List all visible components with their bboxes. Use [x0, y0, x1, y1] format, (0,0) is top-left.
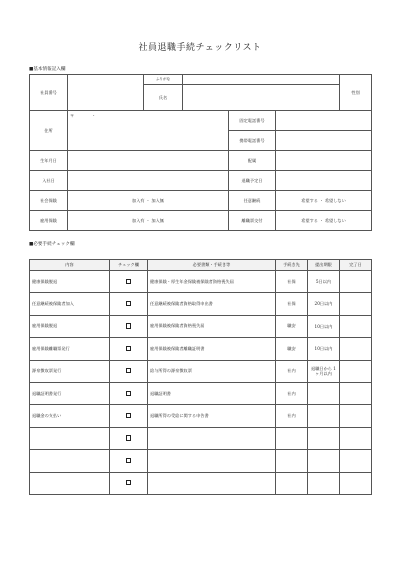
row-content: 退職金の支払い [30, 405, 110, 427]
birth-field[interactable] [68, 151, 229, 171]
row-completion-date[interactable] [340, 382, 372, 404]
row-deadline [308, 450, 340, 472]
checkbox[interactable] [126, 480, 131, 485]
basic-info-table [29, 74, 372, 231]
employee-no-label: 社員番号 [30, 75, 68, 111]
social-insurance-label: 社会保険 [30, 191, 68, 211]
row-content: 退職証明書発行 [30, 382, 110, 404]
separation-slip-label: 離職票交付 [229, 211, 276, 231]
row-documents: 任意継続被保険者資格取得申出書 [148, 293, 276, 315]
checkbox[interactable] [126, 301, 131, 306]
header-content: 内容 [30, 260, 110, 271]
table-row [30, 338, 372, 360]
address-label: 住所 [30, 111, 68, 151]
row-completion-date[interactable] [340, 427, 372, 449]
row-destination: 社保 [276, 271, 308, 293]
row-deadline: 20日以内 [308, 293, 340, 315]
social-insurance-choice[interactable]: 加入有 ・ 加入無 [68, 191, 229, 211]
row-documents [148, 427, 276, 449]
retire-date-label: 退職予定日 [229, 171, 276, 191]
table-row [30, 427, 372, 449]
row-check-cell [110, 427, 148, 449]
row-deadline [308, 472, 340, 494]
checkbox[interactable] [126, 391, 131, 396]
row-check-cell [110, 450, 148, 472]
row-documents [148, 472, 276, 494]
furigana-label: ふりがな [144, 75, 183, 85]
table-row [30, 382, 372, 404]
checkbox[interactable] [126, 458, 131, 463]
row-content [30, 472, 110, 494]
row-deadline: 退職日から 1ヶ月以内 [308, 360, 340, 382]
row-check-cell [110, 382, 148, 404]
row-check-cell [110, 405, 148, 427]
assignment-field[interactable] [276, 151, 372, 171]
table-row [30, 271, 372, 293]
hire-date-label: 入社日 [30, 171, 68, 191]
employment-insurance-choice[interactable]: 加入有 ・ 加入無 [68, 211, 229, 231]
row-completion-date[interactable] [340, 405, 372, 427]
header-destination: 手続き先 [276, 260, 308, 271]
address-field[interactable] [68, 111, 229, 151]
assignment-label: 配属 [229, 151, 276, 171]
row-documents: 雇用保険被保険者資格喪失届 [148, 315, 276, 337]
row-deadline: 5日以内 [308, 271, 340, 293]
row-completion-date[interactable] [340, 338, 372, 360]
postal-mark: 〒 [70, 113, 75, 118]
mobile-field[interactable] [276, 131, 372, 151]
landline-field[interactable] [276, 111, 372, 131]
row-completion-date[interactable] [340, 360, 372, 382]
gender-label: 性別 [340, 75, 372, 111]
furigana-field[interactable] [183, 75, 340, 85]
page-title: 社員退職手続チェックリスト [138, 43, 262, 53]
header-completion-date: 完了日 [340, 260, 372, 271]
voluntary-continuation-choice[interactable]: 希望する ・ 希望しない [276, 191, 372, 211]
row-completion-date[interactable] [340, 450, 372, 472]
table-row [30, 472, 372, 494]
row-check-cell [110, 338, 148, 360]
row-content: 雇用保険脱退 [30, 315, 110, 337]
birth-label: 生年月日 [30, 151, 68, 171]
row-destination: 職安 [276, 338, 308, 360]
row-content: 任意継続被保険者加入 [30, 293, 110, 315]
row-deadline [308, 427, 340, 449]
checkbox[interactable] [126, 346, 131, 351]
row-completion-date[interactable] [340, 293, 372, 315]
checkbox[interactable] [126, 368, 131, 373]
name-label: 氏名 [144, 85, 183, 111]
row-content: 健康保険脱退 [30, 271, 110, 293]
table-row [30, 360, 372, 382]
row-content: 雇用保険離職票発行 [30, 338, 110, 360]
row-check-cell [110, 315, 148, 337]
voluntary-continuation-label: 任意継続 [229, 191, 276, 211]
row-documents [148, 450, 276, 472]
row-destination [276, 472, 308, 494]
basic-info-section-label: ■基本情報記入欄 [29, 67, 66, 72]
row-deadline [308, 382, 340, 404]
row-content [30, 450, 110, 472]
row-documents: 退職所得の受給に関する申告書 [148, 405, 276, 427]
row-destination: 社内 [276, 382, 308, 404]
table-row [30, 450, 372, 472]
row-completion-date[interactable] [340, 271, 372, 293]
row-destination [276, 450, 308, 472]
retire-date-field[interactable] [276, 171, 372, 191]
row-deadline: 10日以内 [308, 315, 340, 337]
checklist-section-label: ■必要手続チェック欄 [29, 242, 75, 247]
employment-insurance-label: 雇用保険 [30, 211, 68, 231]
row-documents: 給与所得の源泉徴収票 [148, 360, 276, 382]
employee-no-field[interactable] [68, 75, 144, 111]
table-row [30, 315, 372, 337]
row-content: 源泉徴収票発行 [30, 360, 110, 382]
row-documents: 健康保険・厚生年金保険被保険者資格喪失届 [148, 271, 276, 293]
checklist-table [29, 259, 372, 495]
row-deadline [308, 405, 340, 427]
row-content [30, 427, 110, 449]
checkbox[interactable] [126, 435, 131, 440]
row-destination: 社保 [276, 293, 308, 315]
row-check-cell [110, 472, 148, 494]
hire-date-field[interactable] [68, 171, 229, 191]
header-documents: 必要書類・手続き等 [148, 260, 276, 271]
row-destination: 社内 [276, 405, 308, 427]
row-documents: 雇用保険被保険者離職証明書 [148, 338, 276, 360]
postal-separator: - [92, 113, 95, 118]
row-destination: 社内 [276, 360, 308, 382]
name-field[interactable] [183, 85, 340, 111]
row-completion-date[interactable] [340, 472, 372, 494]
row-destination [276, 427, 308, 449]
landline-label: 固定電話番号 [229, 111, 276, 131]
header-deadline: 提出期限 [308, 260, 340, 271]
row-completion-date[interactable] [340, 315, 372, 337]
checkbox[interactable] [126, 413, 131, 418]
checkbox[interactable] [126, 323, 131, 328]
row-check-cell [110, 271, 148, 293]
row-check-cell [110, 360, 148, 382]
header-check: チェック欄 [110, 260, 148, 271]
checkbox[interactable] [126, 279, 131, 284]
separation-slip-choice[interactable]: 希望する ・ 希望しない [276, 211, 372, 231]
table-row [30, 293, 372, 315]
row-destination: 職安 [276, 315, 308, 337]
row-documents: 退職証明書 [148, 382, 276, 404]
table-row [30, 405, 372, 427]
mobile-label: 携帯電話番号 [229, 131, 276, 151]
row-check-cell [110, 293, 148, 315]
row-deadline: 10日以内 [308, 338, 340, 360]
